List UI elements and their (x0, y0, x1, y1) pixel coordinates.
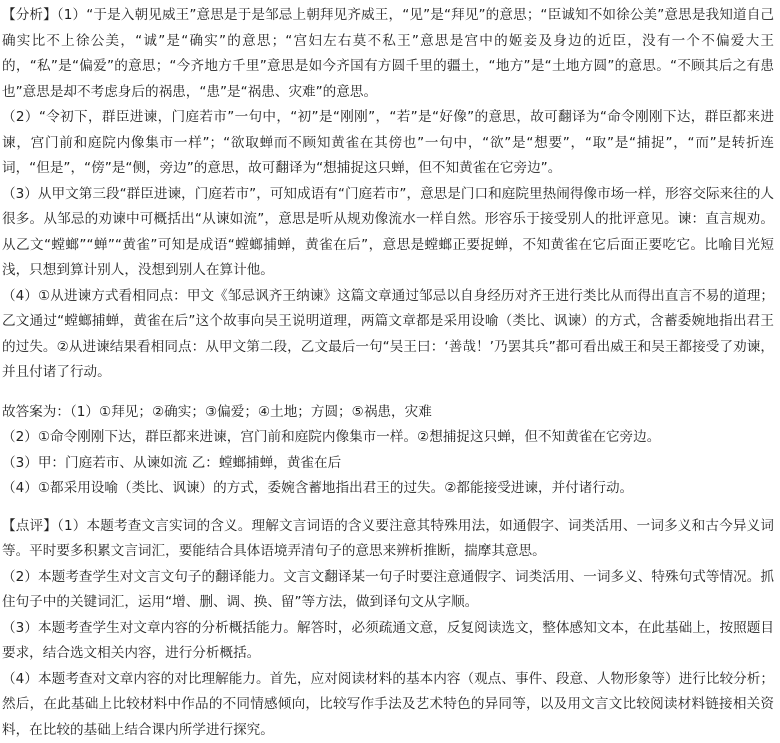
analysis-paragraph-4: （4）①从进谏方式看相同点：甲文《邹忌讽齐王纳谏》这篇文章通过邹忌以自身经历对齐王进行类比从而得出直言不易的道理；乙文通过“螳螂捕蝉，黄雀在后”这个故事向吴王说明道理，两篇文章都是采用设喻（类比、讽谏）的方式，含蓄委婉地指出君王的过失。②从进谏结果看相同点：从甲文第二段，乙文最后一句“吴王曰：‘善哉！’乃罢其兵”都可看出威王和吴王都接受了劝谏，并且付诸了行动。 (2, 284, 774, 386)
section-spacer (2, 502, 774, 514)
comment-paragraph-1: 【点评】（1）本题考查文言实词的含义。理解文言词语的含义要注意其特殊用法，如通假字、词类活用、一词多义和古今异义词等。平时要多积累文言词汇，要能结合具体语境弄清句子的意思来辨析推断，揣摩其意思。 (2, 514, 774, 565)
analysis-paragraph-1: 【分析】（1）“于是入朝见威王”意思是于是邹忌上朝拜见齐威王，“见”是“拜见”的意思；“臣诚知不如徐公美”意思是我知道自己确实比不上徐公美，“诚”是“确实”的意思；“宫妇左右莫不私王”意思是宫中的姬妾及身边的近臣，没有一个不偏爱大王的，“私”是“偏爱”的意思；“今齐地方千里”意思是如今齐国有方圆千里的疆土，“地方”是“土地方圆”的意思。“不顾其后之有患也”意思是却不考虑身后的祸患，“患”是“祸患、灾难”的意思。 (2, 3, 774, 105)
answer-line-2: （2）①命令刚刚下达，群臣都来进谏，宫门前和庭院内像集市一样。②想捕捉这只蝉，但不知黄雀在它旁边。 (2, 425, 774, 451)
comment-section (2, 514, 774, 743)
analysis-section (2, 3, 774, 386)
answer-line-4: （4）①都采用设喻（类比、讽谏）的方式，委婉含蓄地指出君王的过失。②都能接受进谏，并付诸行动。 (2, 476, 774, 502)
answer-line-1: 故答案为：（1）①拜见；②确实；③偏爱；④土地；方圆；⑤祸患，灾难 (2, 400, 774, 426)
comment-paragraph-3: （3）本题考查学生对文章内容的分析概括能力。解答时，必须疏通文意，反复阅读选文，整体感知文本，在此基础上，按照题目要求，结合选文相关内容，进行分析概括。 (2, 616, 774, 667)
answer-line-3: （3）甲：门庭若市、从谏如流 乙：螳螂捕蝉，黄雀在后 (2, 451, 774, 477)
analysis-paragraph-3: （3）从甲文第三段“群臣进谏，门庭若市”，可知成语有“门庭若市”，意思是门口和庭院里热闹得像市场一样，形容交际来往的人很多。从邹忌的劝谏中可概括出“从谏如流”，意思是听从规劝像流水一样自然。形容乐于接受别人的批评意见。谏：直言规劝。从乙文“螳螂”“蝉”“黄雀”可知是成语“螳螂捕蝉，黄雀在后”，意思是螳螂正要捉蝉，不知黄雀在它后面正要吃它。比喻目光短浅，只想到算计别人，没想到别人在算计他。 (2, 182, 774, 284)
answer-section (2, 400, 774, 502)
section-spacer (2, 386, 774, 400)
comment-paragraph-2: （2）本题考查学生对文言文句子的翻译能力。文言文翻译某一句子时要注意通假字、词类活用、一词多义、特殊句式等情况。抓住句子中的关键词汇，运用“增、删、调、换、留”等方法，做到译句文从字顺。 (2, 565, 774, 616)
analysis-paragraph-2: （2）“令初下，群臣进谏，门庭若市”一句中，“初”是“刚刚”，“若”是“好像”的意思，故可翻译为“命令刚刚下达，群臣都来进谏，宫门前和庭院内像集市一样”；“欲取蝉而不顾知黄雀在其傍也”一句中，“欲”是“想要”，“取”是“捕捉”，“而”是转折连词，“但是”，“傍”是“侧，旁边”的意思，故可翻译为“想捕捉这只蝉，但不知黄雀在它旁边”。 (2, 105, 774, 182)
comment-paragraph-4: （4）本题考查对文章内容的对比理解能力。首先，应对阅读材料的基本内容（观点、事件、段意、人物形象等）进行比较分析；然后，在此基础上比较材料中作品的不同情感倾向，比较写作手法及艺术特色的异同等，以及用文言文比较阅读材料链接相关资料，在比较的基础上结合课内所学进行探究。 (2, 667, 774, 743)
